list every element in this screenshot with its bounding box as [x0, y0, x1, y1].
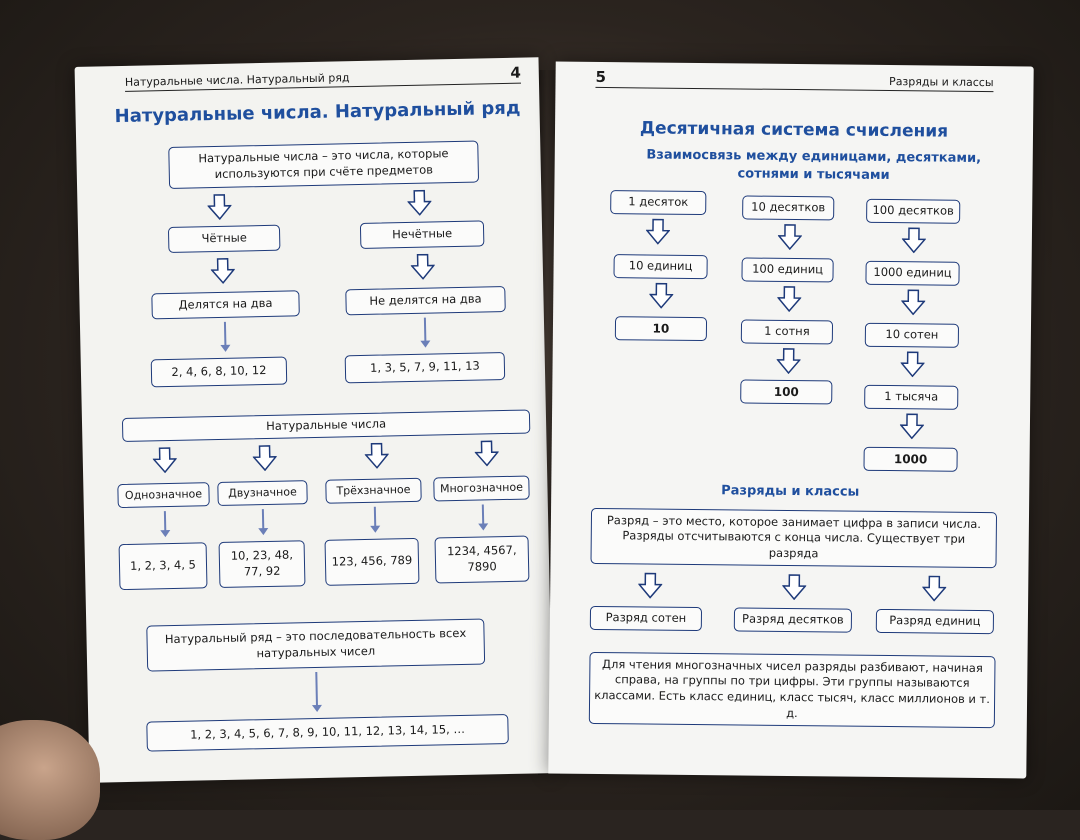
odd-examples-box: 1, 3, 5, 7, 9, 11, 13	[345, 352, 506, 383]
two-digit-examples: 10, 23, 48, 77, 92	[219, 540, 306, 588]
rank-definition-box: Разряд – это место, которое занимает цифра в записи числа. Разряды отсчитываются с конца числа. Существует три разряда	[590, 508, 997, 568]
col3-units: 1000 единиц	[865, 261, 959, 286]
thin-arrow	[482, 504, 485, 528]
right-running-header	[595, 67, 994, 92]
single-digit-examples: 1, 2, 3, 4, 5	[119, 542, 208, 590]
thin-arrow	[262, 509, 265, 533]
down-arrow-icon	[207, 194, 232, 220]
even-examples-box: 2, 4, 6, 8, 10, 12	[151, 357, 288, 388]
col2-units: 100 единиц	[741, 257, 833, 282]
down-arrow-icon	[900, 413, 924, 439]
natural-numbers-box: Натуральные числа	[122, 409, 530, 442]
down-arrow-icon	[411, 253, 436, 279]
right-page-number: 5	[595, 67, 607, 87]
series-definition-box: Натуральный ряд – это последовательность всех натуральных чисел	[146, 618, 485, 671]
col3-thousand: 1 тысяча	[864, 385, 958, 410]
col2-hundred: 1 сотня	[741, 319, 833, 344]
right-page-title: Десятичная система счисления	[639, 118, 949, 142]
down-arrow-icon	[901, 289, 925, 315]
col3-tens: 100 десятков	[866, 199, 960, 224]
down-arrow-icon	[253, 445, 278, 471]
category-multi-digit: Многозначное	[433, 476, 529, 502]
rank-hundreds: Разряд сотен	[590, 606, 702, 631]
down-arrow-icon	[777, 286, 801, 312]
section-title: Разряды и классы	[721, 483, 860, 500]
classes-note-box: Для чтения многозначных чисел разряды разбивают, начиная справа, на группы по три цифры. Эти группы называются классами. Есть класс единиц, класс тысяч, класс миллионов и т. д.	[589, 652, 996, 728]
down-arrow-icon	[900, 351, 924, 377]
down-arrow-icon	[474, 440, 499, 466]
thin-arrow	[164, 511, 167, 535]
left-page	[75, 57, 554, 783]
definition-box: Натуральные числа – это числа, которые используются при счёте предметов	[168, 141, 479, 189]
col3-hundreds: 10 сотен	[865, 323, 959, 348]
col1-ten-units: 1 десяток	[610, 190, 706, 215]
col1-units: 10 единиц	[613, 254, 707, 279]
thin-arrow	[374, 507, 377, 531]
right-header-text: Разряды и классы	[889, 75, 994, 90]
multi-digit-examples: 1234, 4567, 7890	[434, 536, 529, 584]
down-arrow-icon	[778, 224, 802, 250]
left-header-text: Натуральные числа. Натуральный ряд	[124, 71, 350, 89]
thin-arrow	[424, 318, 427, 346]
down-arrow-icon	[211, 258, 236, 284]
rank-tens: Разряд десятков	[734, 607, 852, 632]
down-arrow-icon	[364, 442, 389, 468]
col2-value: 100	[740, 379, 832, 404]
down-arrow-icon	[407, 189, 432, 215]
thin-arrow	[315, 672, 318, 710]
rank-units: Разряд единиц	[876, 609, 994, 634]
col3-value: 1000	[863, 447, 957, 472]
three-digit-examples: 123, 456, 789	[325, 538, 420, 586]
odd-box: Нечётные	[360, 220, 485, 249]
thin-arrow	[224, 322, 227, 350]
category-three-digit: Трёхзначное	[325, 478, 421, 504]
down-arrow-icon	[902, 227, 926, 253]
down-arrow-icon	[638, 572, 662, 598]
down-arrow-icon	[782, 574, 806, 600]
left-page-number: 4	[510, 63, 521, 82]
category-single-digit: Однозначное	[117, 482, 209, 508]
down-arrow-icon	[153, 447, 178, 473]
down-arrow-icon	[646, 218, 670, 244]
col1-value: 10	[615, 316, 707, 341]
down-arrow-icon	[649, 283, 673, 309]
category-two-digit: Двузначное	[217, 480, 307, 506]
down-arrow-icon	[922, 575, 946, 601]
left-page-title: Натуральные числа. Натуральный ряд	[114, 97, 521, 128]
right-page-subtitle: Взаимосвязь между единицами, десятками, сотнями и тысячами	[646, 147, 982, 183]
odd-rule-box: Не делятся на два	[345, 286, 506, 315]
natural-series-box: 1, 2, 3, 4, 5, 6, 7, 8, 9, 10, 11, 12, 13, 14, 15, …	[146, 714, 509, 752]
left-running-header	[124, 63, 521, 92]
even-rule-box: Делятся на два	[151, 290, 300, 319]
right-page	[548, 62, 1033, 779]
down-arrow-icon	[776, 348, 800, 374]
even-box: Чётные	[168, 225, 281, 253]
col2-tens: 10 десятков	[742, 195, 834, 220]
